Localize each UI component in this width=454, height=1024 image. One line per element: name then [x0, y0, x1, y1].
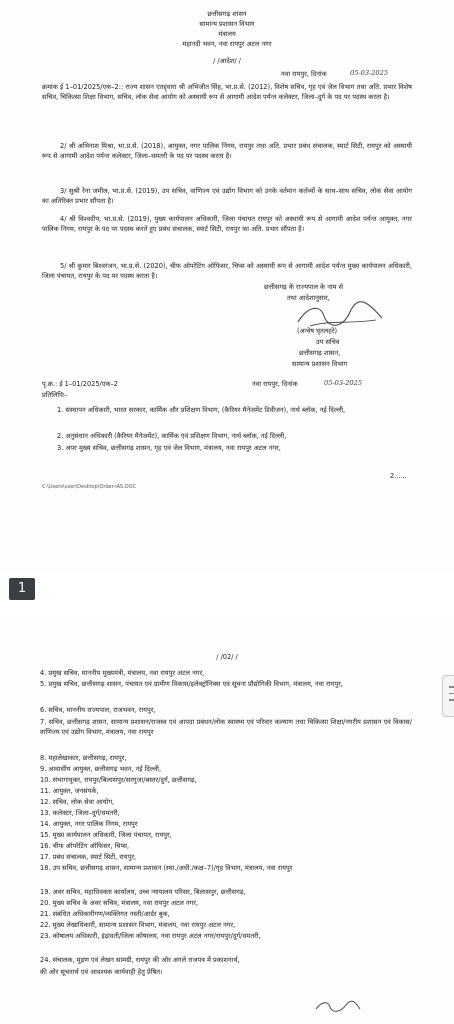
- list-item: 21. संबंधित अधिकारीगण/व्यक्तिगत नस्ती/आर्डर बुक,: [40, 910, 170, 918]
- copy-label: प्रतिलिपिः–: [42, 391, 68, 399]
- list-item: 5. प्रमुख सचिव, छत्तीसगढ़ शासन, पंचायत एवं ग्रामीण विकास/इलेक्ट्रॉनिक्स एवं सूचना प्रौद्योगिकी विभाग, मंत्रालय, नवा रायपुर,: [40, 680, 343, 688]
- order-para-2: 2/ श्री अभिनाश मिश्रा, भा.प्र.से. (2018), आयुक्त, नगर पालिक निगम, रायपुर तथा अति. प्रभार प्रबंध संचालक, स्मार्ट सिटी, रायपुर को अस्थायी रूप से आगामी आदेश पर्यन्त कलेक्टर, जिला–धमतरी के पद पर पदस्थ करता है।: [42, 142, 412, 160]
- list-item: 16. चीफ ऑपरेटिंग ऑफिसर, चिप्स,: [40, 842, 130, 850]
- order-para-3: 3/ सुश्री रेना जमील, भा.प्र.से. (2019), उप सचिव, वाणिज्य एवं उद्योग विभाग को उनके वर्तमान कर्तव्यों के साथ–साथ सचिव, लोक सेवा आयोग का अतिरिक्त प्रभार सौंपता है।: [42, 187, 412, 205]
- list-item: 13. कलेक्टर, जिला–दुर्ग/धमतरी,: [40, 809, 120, 817]
- page2-header: / /02/ /: [216, 653, 238, 661]
- by-order-line-1: छत्तीसगढ़ के राज्यपाल के नाम से: [264, 283, 344, 291]
- endorsement-number: पृ.क्र.: ई 1–01/2025/एक–2: [42, 380, 118, 388]
- list-item: 6. सचिव, माननीय राज्यपाल, राजभवन, रायपुर,: [40, 706, 156, 714]
- endorsement-date-label: नवा रायपुर, दिनांक: [252, 380, 298, 388]
- order-title: / /आदेश/ /: [213, 57, 241, 65]
- list-item: 14. आयुक्त, नगर पालिक निगम, रायपुर: [40, 820, 138, 828]
- scroll-menu-button[interactable]: [442, 675, 454, 717]
- copy-item-3: 3. अपर मुख्य सचिव, छत्तीसगढ़ शासन, गृह एवं जेल विभाग, मंत्रालय, नवा रायपुर अटल नगर,: [57, 444, 281, 452]
- list-item: 18. उप सचिव, छत्तीसगढ़ शासन, सामान्य प्रशासन (स्था./अधी./कक्ष–7)/गृह विभाग, मंत्रालय, नवा रायपुर: [40, 864, 293, 872]
- order-para-1: क्रमांक ई 1–01/2025/एक–2:: राज्य शासन एतद्द्वारा श्री अभिजीत सिंह, भा.प्र.से. (2012), विशेष सचिव, गृह एवं जेल विभाग तथा अति. प्रभार विशेष सचिव, चिकित्सा शिक्षा विभाग, सचिव, लोक सेवा आयोग को अस्थायी रूप से आगामी आदेश पर्यन्त कलेक्टर, जिला–दुर्ग के पद पर पदस्थ करता है।: [42, 83, 412, 101]
- order-para-4: 4/ श्री विश्वदीप, भा.प्र.से. (2019), मुख्य कार्यपालन अधिकारी, जिला पंचायत रायपुर को अस्थायी रूप से आगामी आदेश पर्यन्त आयुक्त, नगर पालिक निगम, रायपुर के पद पर पदस्थ करते हुए प्रबंध संचालक, स्मार्ट सिटी, रायपुर का अति. प्रभार सौंपता है।: [42, 215, 412, 233]
- list-item: 24. संचालक, मुद्रण एवं लेखन सामग्री, रायपुर की ओर अगले राजपत्र में प्रकाशनार्थ,: [40, 956, 240, 964]
- page-number-badge: 1: [9, 578, 35, 600]
- list-item: 17. प्रबंध संचालक, स्मार्ट सिटी, रायपुर,: [40, 853, 137, 861]
- signatory-dept: सामान्य प्रशासन विभाग: [292, 360, 348, 368]
- signatory-title: उप सचिव: [316, 338, 340, 346]
- list-item: 19. अवर सचिव, महाधिवक्ता कार्यालय, उच्च न्यायालय परिसर, बिलासपुर, छत्तीसगढ़,: [40, 888, 246, 896]
- list-item: 12. सचिव, लोक सेवा आयोग,: [40, 798, 115, 806]
- page-continue-marker: 2......: [390, 472, 407, 480]
- document-page-2: [0, 617, 454, 1024]
- header-dept: सामान्य प्रशासन विभाग: [199, 20, 255, 28]
- list-item: 11. आयुक्त, जनसंपर्क,: [40, 787, 99, 795]
- header-address: महानदी भवन, नवा रायपुर अटल नगर: [182, 40, 272, 48]
- order-date-handwritten: 05-03-2025: [350, 69, 389, 77]
- list-item: 8. महालेखाकार, छत्तीसगढ़, रायपुर,: [40, 754, 127, 762]
- list-item: 7. सचिव, छत्तीसगढ़ शासन, सामान्य प्रशासन/राजस्व एवं आपदा प्रबंधन/लोक स्वास्थ्य एवं परिवार कल्याण तथा चिकित्सा शिक्षा/नगरीय प्रशासन एवं विकास/वाणिज्य एवं उद्योग विभाग, मंत्रालय, नवा रायपुर: [40, 718, 412, 736]
- list-item: 9. आवासीय आयुक्त, छत्तीसगढ़ भवन, नई दिल्ली,: [40, 765, 162, 773]
- endorsement-date-handwritten: 05-03-2025: [324, 379, 363, 387]
- list-item: 4. प्रमुख सचिव, माननीय मुख्यमंत्री, मंत्रालय, नवा रायपुर अटल नगर,: [40, 669, 205, 677]
- initials-scribble-icon: [312, 997, 362, 1015]
- copy-item-1: 1. संस्थापन अधिकारी, भारत सरकार, कार्मिक और प्रशिक्षण विभाग, (कैरियर मैनेजमेंट डिवीजन), नार्थ ब्लॉक, नई दिल्ली,: [57, 406, 346, 414]
- list-item: 15. मुख्य कार्यपालन अधिकारी, जिला पंचायत, रायपुर,: [40, 831, 172, 839]
- footer-file-path: C:\Users\user\Desktop\Order-IAS.DOC: [42, 484, 137, 490]
- header-govt: छत्तीसगढ़ शासन: [207, 10, 247, 18]
- list-item: 20. मुख्य सचिव के अवर सचिव, मंत्रालय, नवा रायपुर अटल नगर,: [40, 899, 199, 907]
- order-para-5: 5/ श्री कुमार बिश्वरंजन, भा.प्र.से. (2020), चीफ ऑपरेटिंग ऑफिसर, चिप्स को अस्थायी रूप से आगामी आदेश पर्यन्त मुख्य कार्यपालन अधिकारी, जिला पंचायत, रायपुर के पद पर पदस्थ करता है।: [42, 262, 412, 280]
- signatory-govt: छत्तीसगढ़ शासन,: [299, 349, 341, 357]
- by-order-line-2: तथा आदेशानुसार,: [287, 294, 330, 302]
- list-item: 22. मुख्य लेखाधिकारी, सामान्य प्रशासन विभाग, मंत्रालय, नवा रायपुर अटल नगर,: [40, 921, 236, 929]
- order-date-label: नवा रायपुर, दिनांक: [281, 70, 327, 78]
- list-item: 10. संभागायुक्त, रायपुर/बिलासपुर/सरगुजा/बस्तर/दुर्ग, छत्तीसगढ़,: [40, 776, 197, 784]
- header-ministry: मंत्रालय: [218, 30, 236, 38]
- list-item: 23. कोषालय अधिकारी, इंद्रावती/जिला कोषालय, नवा रायपुर अटल नगर/रायपुर/दुर्ग/धमतरी,: [40, 932, 261, 940]
- copy-item-2: 2. अनुसंधान अधिकारी (कैरियर मैनेजमेंट), कार्मिक एवं प्रशिक्षण विभाग, नार्थ ब्लॉक, नई दिल्ली,: [57, 432, 287, 440]
- signatory-name: (अन्वेष घृतलहरे): [297, 327, 338, 335]
- page-gap: [0, 573, 454, 617]
- closing-line: की ओर सूचनार्थ एवं आवश्यक कार्यवाही हेतु प्रेषित।: [40, 968, 163, 976]
